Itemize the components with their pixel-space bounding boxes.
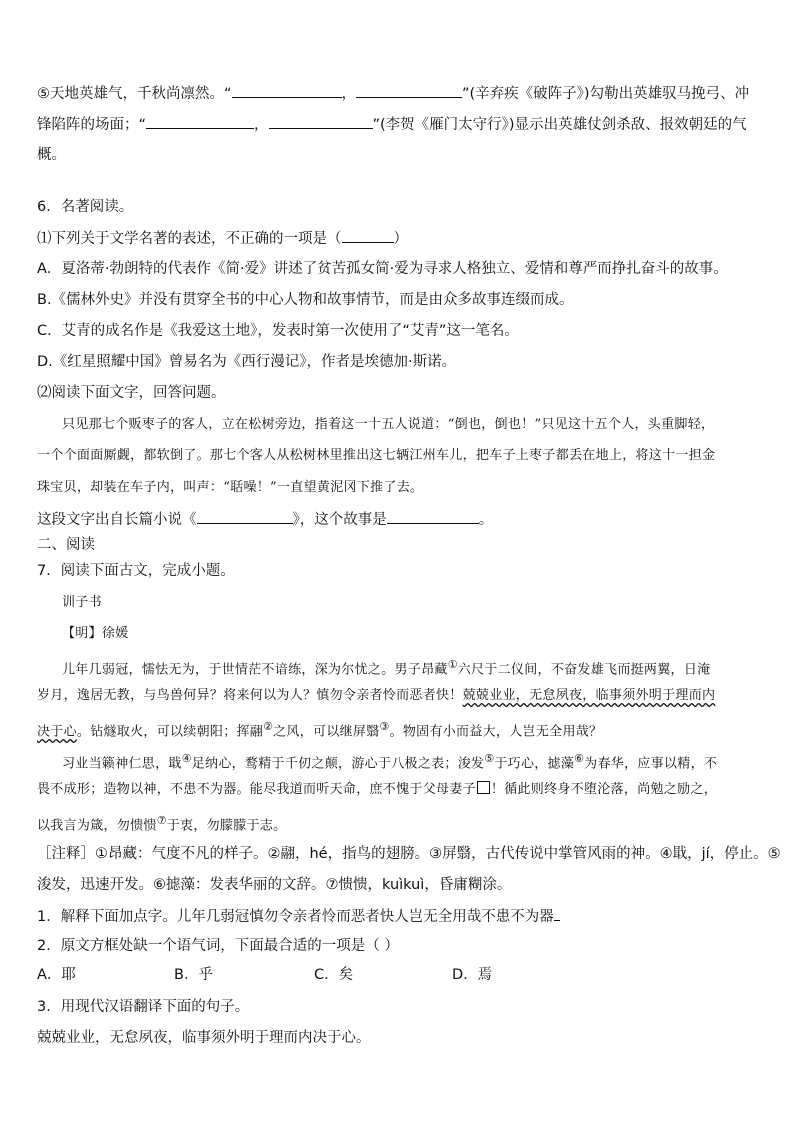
q7-work-title: 训子书 <box>62 595 102 610</box>
q5-line-2: 锋陷阵的场面；“ ， ”(李贺《雁门太守行》)显示出英雄仗剑杀敌、报效朝廷的气 <box>37 114 747 135</box>
answer-blank[interactable] <box>554 906 560 921</box>
option-c[interactable]: C．矣 <box>314 967 354 983</box>
q7-notes-line-1: ［注释］①昂藏：气度不凡的样子。②翮，hé，指鸟的翅膀。③屏翳，古代传说中掌管风雨的神。④戢，jí，停止。⑤ <box>37 846 781 862</box>
answer-blank[interactable] <box>232 83 342 98</box>
q7-text-line-1: 儿年几弱冠，懦怯无为，于世情茫不谙练，深为尔忧之。男子昂藏①六尺于二仪间，不奋发雄飞而挺两翼，日淹 <box>62 658 711 678</box>
q6-passage-line-2: 一个个面面厮觑，都软倒了。那七个客人从松树林里推出这七辆江州车儿，把车子上枣子都丢在地上，将这十一担金 <box>37 448 716 463</box>
q7-text-line-2: 岁月，逸居无教，与鸟兽何异？将来何以为人？慎勿令亲者怜而恶者快！兢兢业业，无怠夙夜，临事须外明于理而内 <box>37 688 716 703</box>
q6-passage-line-1: 只见那七个贩枣子的客人，立在松树旁边，指着这一十五人说道：“倒也，倒也！”只见这十五个人，头重脚轻， <box>62 417 715 432</box>
q7-sub2-options <box>37 965 492 985</box>
answer-blank[interactable] <box>146 114 254 129</box>
q7-notes-line-2: 浚发，迅速开发。⑥摅藻：发表华丽的文辞。⑦愦愦，kuìkuì，昏庸糊涂。 <box>37 877 512 893</box>
q7-sub2: 2．原文方框处缺一个语气词，下面最合适的一项是（ ） <box>37 938 399 954</box>
option-d[interactable]: D．焉 <box>452 967 493 983</box>
q7-title: 7．阅读下面古文，完成小题。 <box>37 563 235 579</box>
answer-blank[interactable] <box>387 509 479 524</box>
q7-sub3: 3．用现代汉语翻译下面的句子。 <box>37 999 250 1015</box>
q5-line-3: 概。 <box>37 147 66 163</box>
q7-sub1: 1．解释下面加点字。儿年几弱冠慎勿令亲者怜而恶者快人岂无全用哉不患不为器 <box>37 906 560 927</box>
option-a[interactable]: A．耶 <box>37 967 76 983</box>
q7-author: 【明】徐媛 <box>62 626 129 641</box>
q6-option-a: A．夏洛蒂·勃朗特的代表作《简·爱》讲述了贫苦孤女简·爱为寻求人格独立、爱情和尊严而挣扎奋斗的故事。 <box>37 261 728 277</box>
answer-blank[interactable] <box>356 83 462 98</box>
q6-title: 6．名著阅读。 <box>37 199 134 215</box>
translation-sentence: 决于心 <box>37 724 77 740</box>
answer-blank[interactable] <box>197 509 293 524</box>
q6-passage-line-3: 珠宝贝，却装在车子内，叫声：“聒噪！”一直望黄泥冈下推了去。 <box>37 480 424 495</box>
q6-option-c: C．艾青的成名作是《我爱这土地》，发表时第一次使用了“艾青”这一笔名。 <box>37 323 519 339</box>
answer-blank[interactable] <box>342 228 394 243</box>
option-b[interactable]: B．乎 <box>174 967 213 983</box>
q7-text-line-5: 畏不成形；造物以神，不患不为器。能尽我道而听天命，庶不愧于父母妻子 ！循此则终身不堕沦落，尚勉之励之， <box>37 782 718 797</box>
q7-sub3-sentence: 兢兢业业，无怠夙夜，临事须外明于理而内决于心。 <box>37 1030 371 1046</box>
q7-text-line-4: 习业当籁神仁思，戢④足纳心，鹜精于千仞之颠，游心于八极之表；浚发⑤于巧心，摅藻⑥为春华，应事以精，不 <box>62 752 718 772</box>
q7-text-line-6: 以我言为箴，勿愦愦⑦于衷，勿朦朦于志。 <box>37 814 287 834</box>
q6-sub1: ⑴下列关于文学名著的表述，不正确的一项是（ ） <box>37 228 408 249</box>
q7-text-line-3: 决于心。钻燧取火，可以续朝阳；挥翮②之风，可以继屏翳③。物固有小而益大，人岂无全用哉？ <box>37 720 603 740</box>
q6-option-b: B.《儒林外史》并没有贯穿全书的中心人物和故事情节，而是由众多故事连缀而成。 <box>37 292 574 308</box>
answer-blank[interactable] <box>269 114 373 129</box>
section-title: 二、阅读 <box>37 537 95 553</box>
translation-sentence: 兢兢业业，无怠夙夜，临事须外明于理而内 <box>462 688 716 703</box>
q5-line-1: ⑤天地英雄气，千秋尚凛然。“ ， ”(辛弃疾《破阵子》)勾勒出英雄驭马挽弓、冲 <box>37 83 749 104</box>
missing-word-box[interactable] <box>477 781 490 794</box>
q6-option-d: D.《红星照耀中国》曾易名为《西行漫记》，作者是埃德加·斯诺。 <box>37 354 457 370</box>
q6-sub2: ⑵阅读下面文字，回答问题。 <box>37 385 226 401</box>
q6-answer-line: 这段文字出自长篇小说《 》，这个故事是 。 <box>37 509 493 530</box>
